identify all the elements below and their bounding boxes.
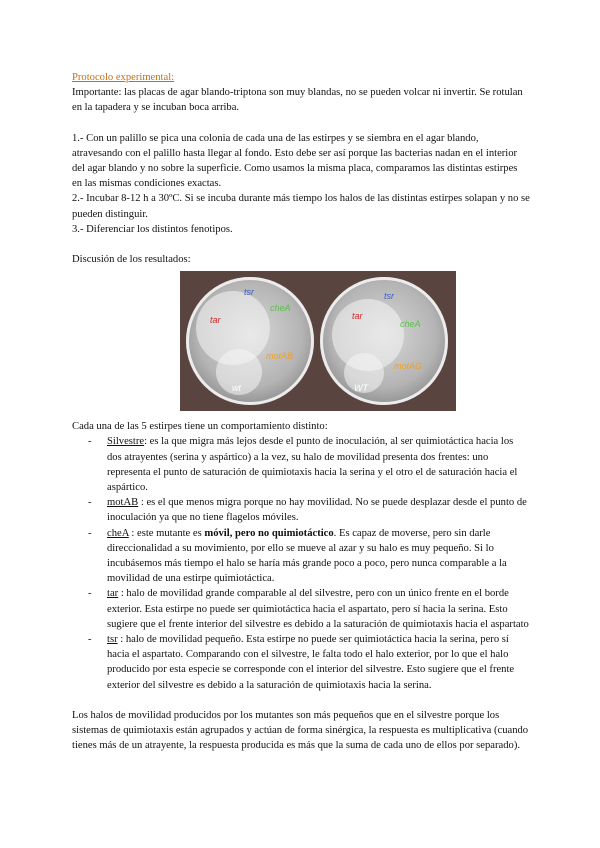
label-wt: wt	[232, 383, 241, 394]
list-item: - motAB : es el que menos migra porque no hay movilidad. No se puede desplazar desde el punto de inoculación ya que no tiene flagelos móviles.	[88, 497, 527, 524]
label-tsr: tsr	[384, 291, 394, 302]
plate-left	[186, 277, 314, 405]
protocol-title: Protocolo experimental:	[72, 72, 175, 83]
plates-photo	[180, 271, 456, 411]
strain-list	[72, 434, 530, 692]
step-2: 2.- Incubar 8-12 h a 30ºC. Si se incuba durante más tiempo los halos de las distintas estirpes solapan y no se pueden distinguir.	[72, 193, 530, 220]
list-item: - cheA : este mutante es móvil, pero no quimiotáctico. Es capaz de moverse, pero sin darle direccionalidad a su movimiento, por ello se mueve al azar y su halo es muy pequeño. Si lo incubásemos más tiempo el halo se haría más grande poco a poco, pero nunca comparable a la movilidad de una estirpe quimiotáctica.	[88, 527, 507, 585]
conclusion-paragraph: Los halos de movilidad producidos por los mutantes son más pequeños que en el silvestre porque los sistemas de quimiotaxis están agrupados y actúan de forma sinérgica, la respuesta es multiplicativa (cuando tienes más de un atrayente, la respuesta producida es más que la suma de cada uno de ellos por separado).	[72, 709, 529, 752]
list-item: - tsr : halo de movilidad pequeño. Esta estirpe no puede ser quimiotáctica hacia la serina, pero sí hacia el aspartato. Comparando con el silvestre, le falta todo el halo exterior, por lo que el halo producido por esta especie se corresponde con el interior del silvestre. Esto sugiere que el frente exterior del silvestre es debido a la saturación de quimiotaxis hacia la serina.	[88, 634, 515, 691]
label-motab: motAB	[266, 351, 294, 362]
label-motag: motAG	[394, 361, 423, 372]
plate-right	[320, 277, 448, 405]
document-page	[72, 70, 530, 754]
intro-paragraph: Importante: las placas de agar blando-triptona son muy blandas, no se pueden volcar ni invertir. Se rotulan en la tapadera y se incuban boca arriba.	[72, 87, 523, 114]
label-chea: cheA	[400, 319, 421, 330]
summary-intro: Cada una de las 5 estirpes tiene un comportamiento distinto:	[72, 421, 328, 433]
label-chea: cheA	[270, 303, 291, 314]
step-3: 3.- Diferenciar los distintos fenotipos.	[72, 223, 233, 235]
step-1: 1.- Con un palillo se pica una colonia de cada una de las estirpes y se siembra en el agar blando, atravesando con el palillo hasta llegar al fondo. Esto debe ser así porque las bacterias nadan en el interior del agar blando y no sobre la superficie. Como usamos la misma placa, comparamos las distintas estirpes en las mismas condiciones exactas.	[72, 132, 518, 190]
label-tar: tar	[210, 315, 221, 326]
label-wt: WT	[354, 383, 368, 394]
label-tsr: tsr	[244, 287, 254, 298]
label-tar: tar	[352, 311, 363, 322]
list-item: - Silvestre: es la que migra más lejos desde el punto de inoculación, al ser quimiotáctica hacia los dos atrayentes (serina y aspártico) a la vez, su halo de movilidad presenta dos frentes: uno representa el punto de saturación de quimiotaxis hacia la serina y el otro el de saturación hacia el aspártico.	[88, 436, 518, 494]
list-item: - tar : halo de movilidad grande comparable al del silvestre, pero con un único frente en el borde exterior. Esta estirpe no puede ser quimiotáctica hacia el aspartato, pero sí hacia la serina. Esto sugiere que el frente interior del silvestre es debido a la saturación de quimiotaxis hacia el aspartato	[88, 588, 529, 630]
discussion-heading: Discusión de los resultados:	[72, 254, 191, 266]
